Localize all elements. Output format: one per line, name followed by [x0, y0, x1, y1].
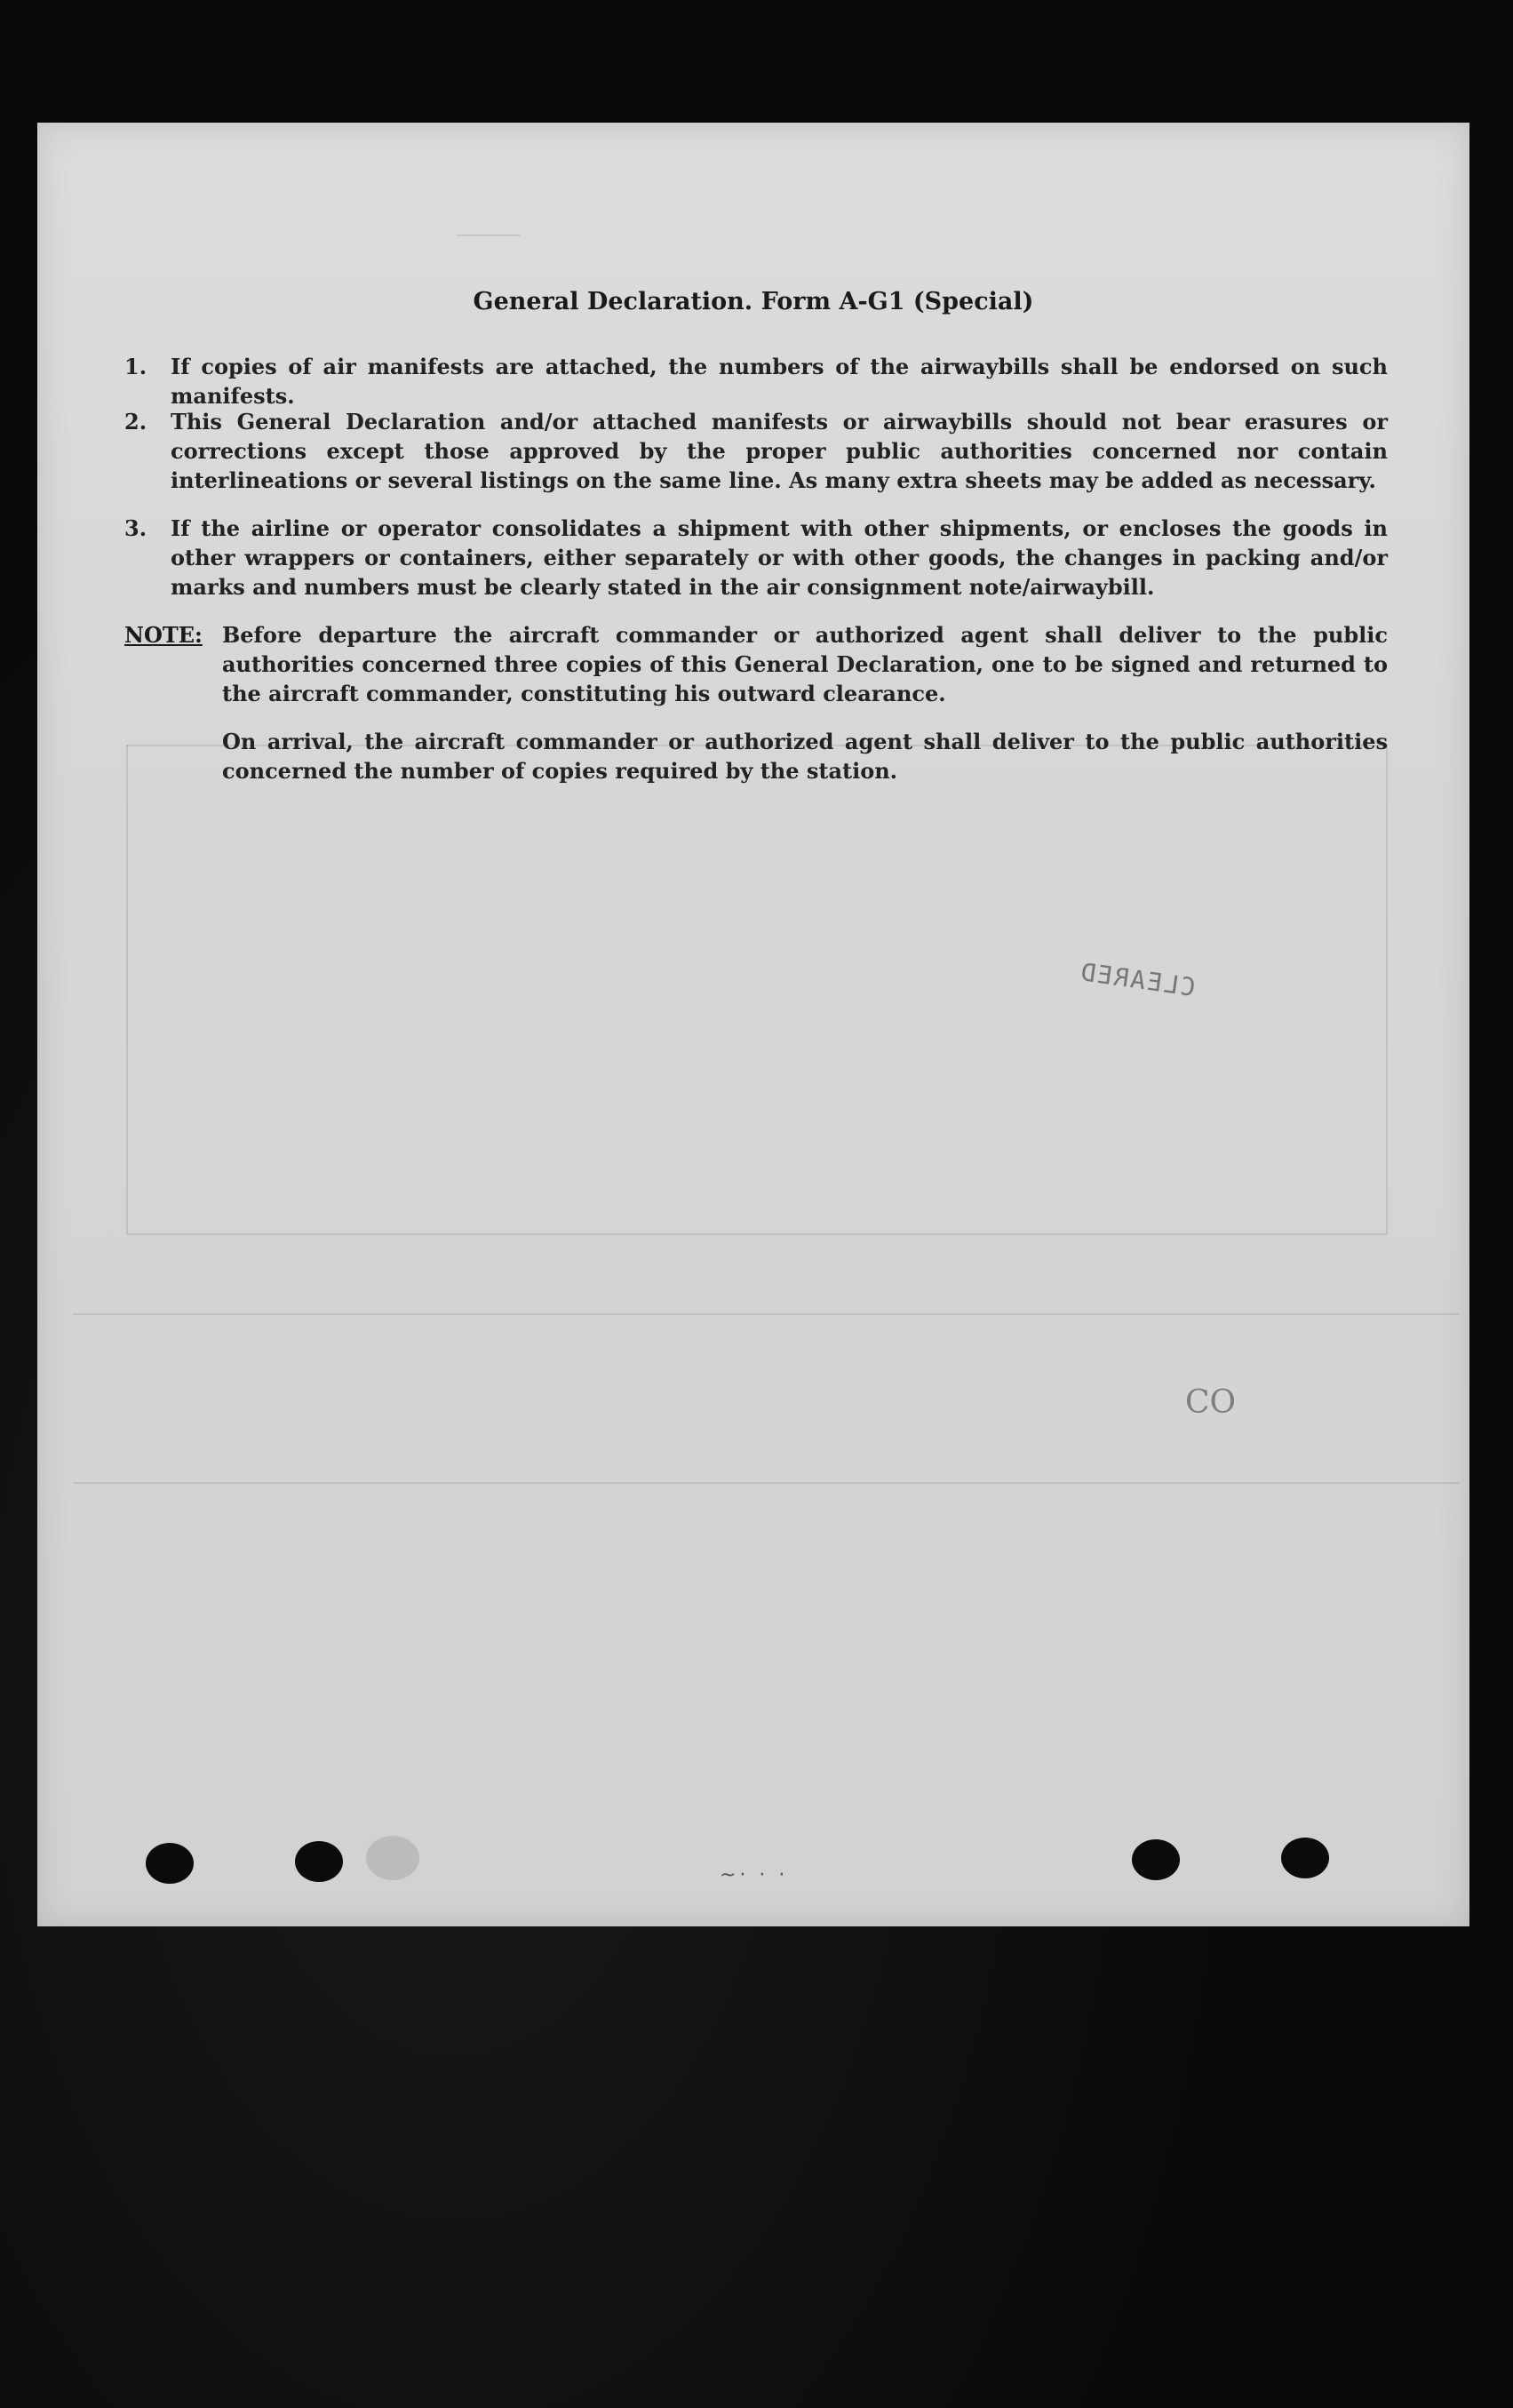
punch-hole [295, 1841, 343, 1882]
note-label: NOTE: [124, 622, 203, 648]
punch-hole [146, 1843, 194, 1884]
note-paragraph-departure: Before departure the aircraft commander or authorized agent shall deliver to the public authorities concerned three copies of this General Declaration, one to be signed and returned to the aircraft commander, constituting his outward clearance. [222, 622, 1388, 706]
note-paragraph-arrival: On arrival, the aircraft commander or authorized agent shall deliver to the public authorities concerned the number of copies required by the station. [222, 729, 1388, 784]
instruction-item-1 [124, 352, 1388, 411]
handwritten-mark: CO [1185, 1384, 1237, 1421]
instruction-item-2 [124, 407, 1388, 495]
bleed-through-line [126, 1233, 1388, 1235]
item-number: 2. [124, 409, 147, 435]
instruction-item-3 [124, 514, 1388, 602]
punch-hole [1132, 1839, 1180, 1880]
bleed-through-box-right [1386, 745, 1388, 1233]
bleed-through-heading: ⸻ [455, 219, 527, 250]
bottom-scribble: ~· · · [720, 1864, 789, 1886]
bleed-through-box-left [126, 745, 128, 1233]
item-text: If copies of air manifests are attached, the numbers of the airwaybills shall be endorsed on such manifests. [171, 354, 1388, 409]
smudge-mark [366, 1836, 419, 1880]
clearance-stamp: CLEARED [1077, 956, 1198, 1003]
document-page [37, 123, 1469, 1926]
bleed-through-line [73, 1313, 1459, 1315]
bleed-through-line [73, 1482, 1459, 1484]
form-title: General Declaration. Form A-G1 (Special) [473, 288, 1034, 315]
punch-hole [1281, 1838, 1329, 1878]
item-number: 3. [124, 515, 147, 541]
item-text: If the airline or operator consolidates a shipment with other shipments, or encloses the goods in other wrappers or containers, either separately or with other goods, the changes in packing and/or marks and numbers must be clearly stated in the air consignment note/airwaybill. [171, 515, 1388, 600]
item-text: This General Declaration and/or attached manifests or airwaybills should not bear erasures or corrections except those approved by the proper public authorities concerned nor contain interlineations or several listings on the same line. As many extra sheets may be added as necessary. [171, 409, 1388, 493]
item-number: 1. [124, 354, 147, 379]
